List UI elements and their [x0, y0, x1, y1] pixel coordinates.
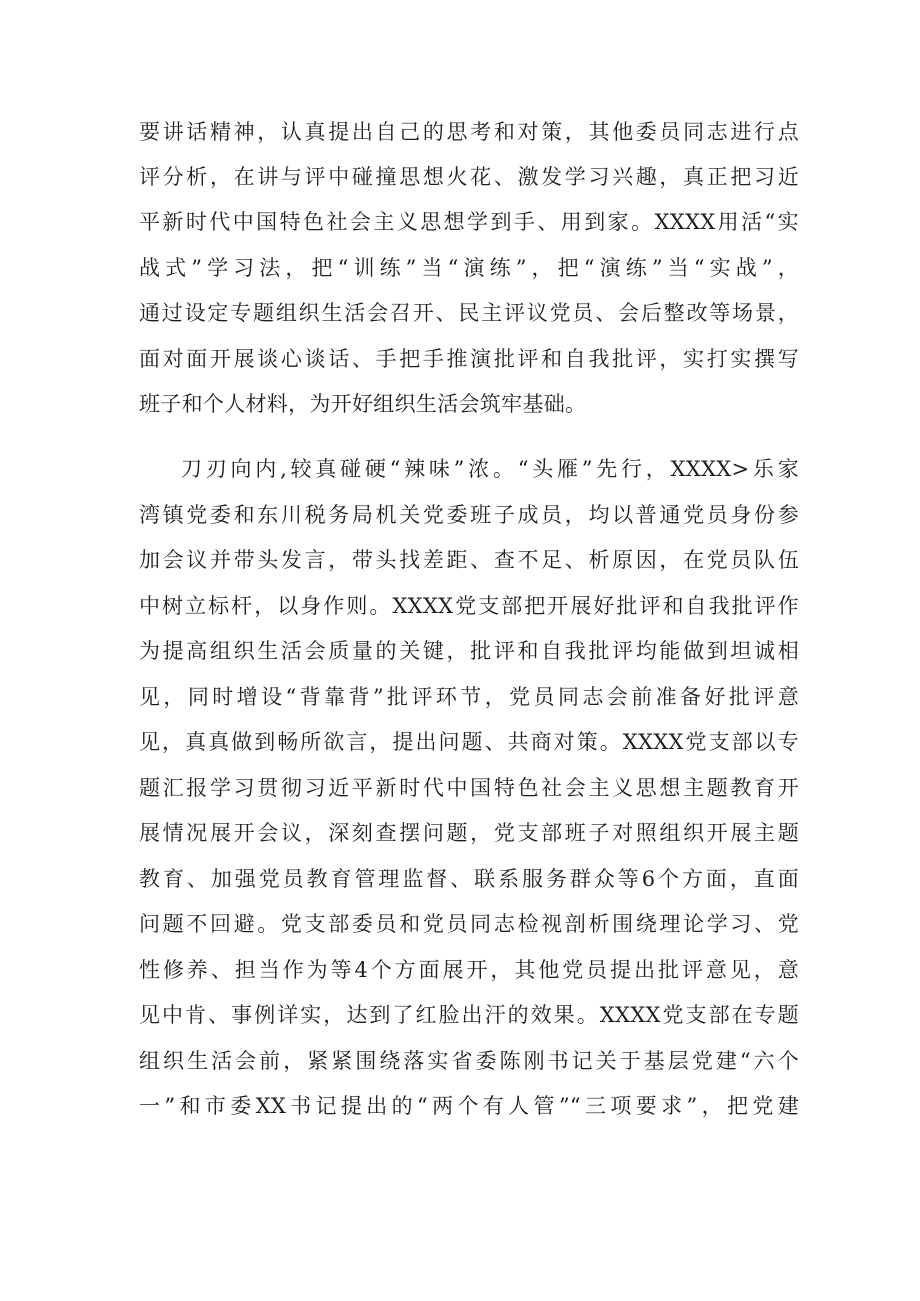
paragraph-2-line-2: 湾镇党委和东川税务局机关党委班子成员，均以普通党员身份参 — [139, 503, 799, 527]
paragraph-1-line-2: 评分析，在讲与评中碰撞思想火花、激发学习兴趣，真正把习近 — [139, 165, 799, 189]
paragraph-2-line-4: 中树立标杆，以身作则。XXXX党支部把开展好批评和自我批评作 — [139, 594, 799, 618]
paragraph-2-line-11: 问题不回避。党支部委员和党员同志检视剖析围绕理论学习、党 — [139, 912, 799, 936]
paragraph-2-line-13: 见中肯、事例详实，达到了红脸出汗的效果。XXXX党支部在专题 — [139, 1003, 799, 1027]
paragraph-2-line-5: 为提高组织生活会质量的关键，批评和自我批评均能做到坦诚相 — [139, 639, 799, 663]
paragraph-1-line-1: 要讲话精神，认真提出自己的思考和对策，其他委员同志进行点 — [139, 120, 799, 144]
paragraph-2-line-8: 题汇报学习贯彻习近平新时代中国特色社会主义思想主题教育开 — [139, 776, 799, 800]
paragraph-1-line-5: 通过设定专题组织生活会召开、民主评议党员、会后整改等场景， — [139, 301, 799, 325]
paragraph-2-line-9: 展情况展开会议，深刻查摆问题，党支部班子对照组织开展主题 — [139, 821, 799, 845]
paragraph-2-line-12: 性修养、担当作为等4个方面展开，其他党员提出批评意见，意 — [139, 958, 799, 982]
paragraph-1-line-6: 面对面开展谈心谈话、手把手推演批评和自我批评，实打实撰写 — [139, 347, 799, 371]
paragraph-2-line-6: 见，同时增设“背靠背”批评环节，党员同志会前准备好批评意 — [139, 685, 799, 709]
paragraph-1-line-3: 平新时代中国特色社会主义思想学到手、用到家。XXXX用活“实 — [139, 210, 799, 234]
paragraph-2-line-1: 刀刃向内,较真碰硬“辣味”浓。“头雁”先行，XXXX>乐家 — [181, 457, 799, 481]
paragraph-2-line-14: 组织生活会前，紧紧围绕落实省委陈刚书记关于基层党建“六个 — [139, 1049, 799, 1073]
paragraph-2-line-15: 一”和市委XX书记提出的“两个有人管”“三项要求”，把党建 — [139, 1094, 799, 1118]
paragraph-1-line-7: 班子和个人材料，为开好组织生活会筑牢基础。 — [139, 392, 587, 416]
paragraph-2-line-3: 加会议并带头发言，带头找差距、查不足、析原因，在党员队伍 — [139, 548, 799, 572]
paragraph-1-line-4: 战式”学习法，把“训练”当“演练”，把“演练”当“实战”， — [139, 256, 799, 280]
paragraph-2-line-10: 教育、加强党员教育管理监督、联系服务群众等6个方面，直面 — [139, 867, 799, 891]
paragraph-2-line-7: 见，真真做到畅所欲言，提出问题、共商对策。XXXX党支部以专 — [139, 730, 799, 754]
